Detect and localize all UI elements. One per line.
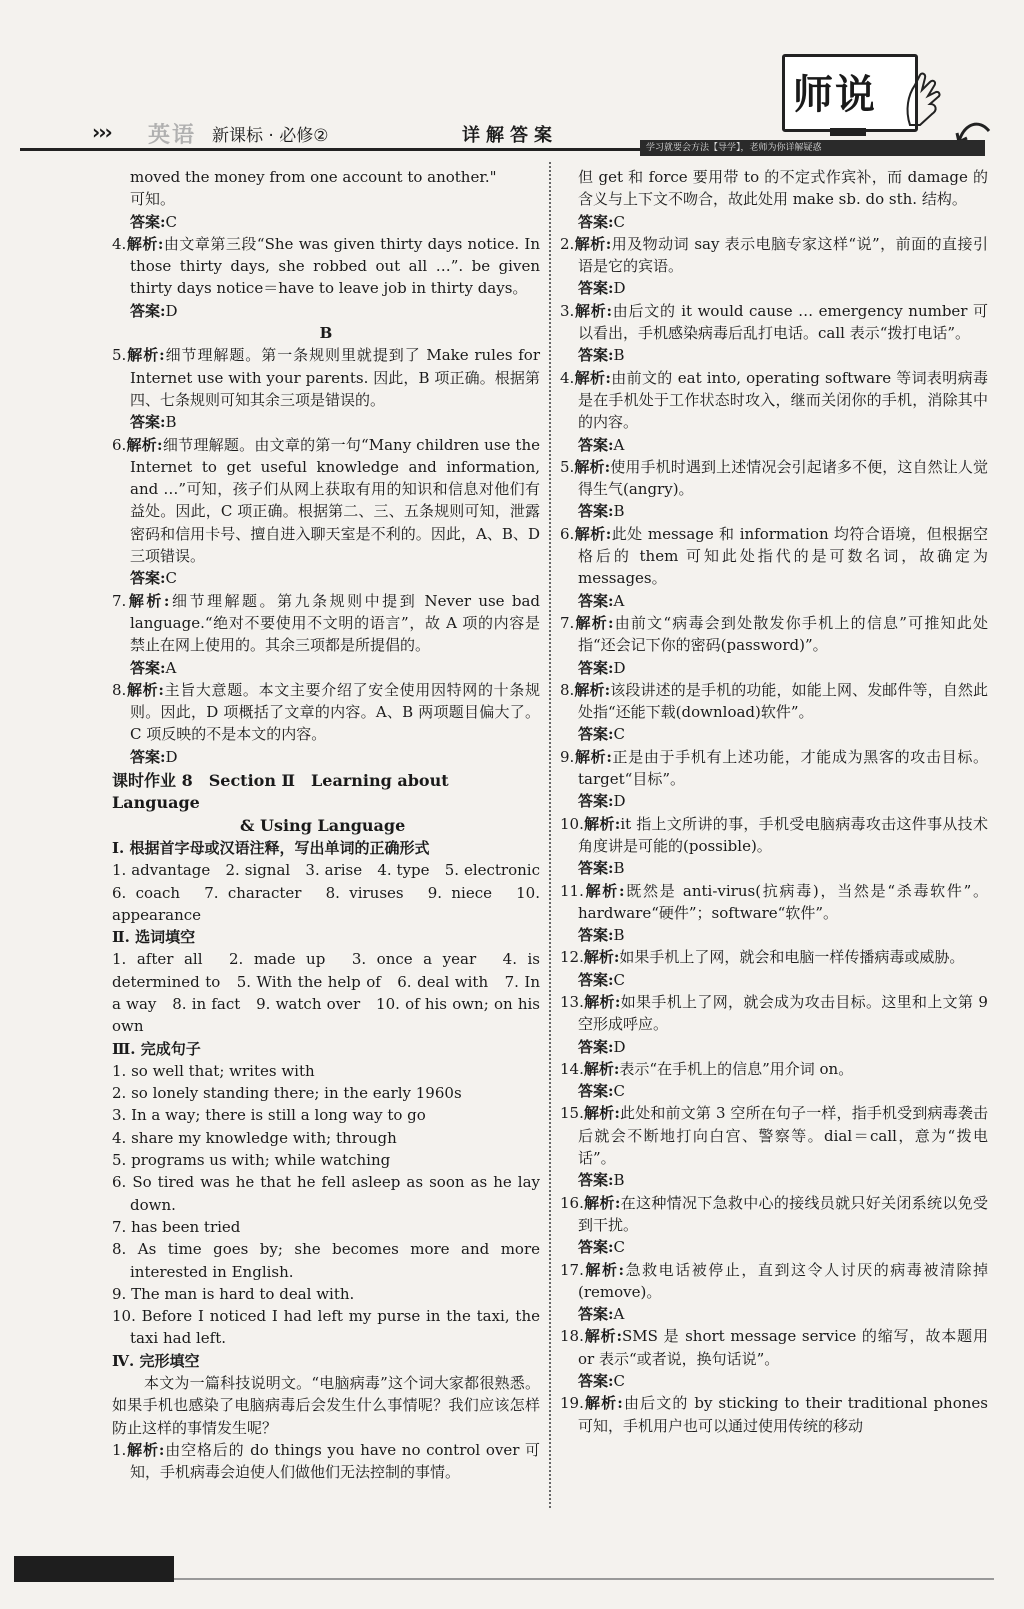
item-number: 7. — [112, 591, 127, 610]
answer-line — [560, 500, 988, 522]
answer-label: 答案: — [578, 212, 614, 231]
answer-line — [112, 300, 540, 322]
analysis-label: 解析: — [574, 747, 612, 766]
item-number: 18. — [560, 1327, 584, 1346]
homework-heading: 课时作业 8 Section Ⅱ Learning about Language — [112, 771, 449, 813]
analysis-item — [560, 991, 988, 1036]
answer-value: C — [613, 1082, 626, 1101]
analysis-label: 解析: — [583, 1260, 625, 1279]
answer-label: 答案: — [578, 1238, 614, 1257]
answer-line — [560, 1370, 988, 1392]
analysis-item — [112, 1439, 540, 1484]
answer-value: C — [165, 569, 178, 588]
analysis-item — [560, 1058, 988, 1080]
analysis-text: 由后文的 by sticking to their traditional phones 可知，手机用户也可以通过使用传统的移动 — [578, 1394, 988, 1435]
answer-line — [560, 211, 988, 233]
analysis-text: 由后文的 it would cause … emergency number 可以看出，手机感染病毒后乱打电话。call 表示“拨打电话”。 — [578, 301, 988, 343]
answer-label: 答案: — [578, 1372, 614, 1391]
column-divider — [549, 162, 552, 1508]
answer-list: 1. after all 2. made up 3. once a year 4. is determined to 5. With the help of 6. deal with 7. In a way 8. in fact 9. watch over 10. of his own; on his own — [112, 950, 540, 1036]
answer-value: C — [613, 1372, 626, 1391]
analysis-item — [112, 434, 540, 568]
analysis-text: 用及物动词 say 表示电脑专家这样“说”，前面的直接引语是它的宾语。 — [578, 234, 988, 276]
answer-line — [560, 857, 988, 879]
item-number: 4. — [560, 368, 575, 387]
logo-text: 师说 — [793, 71, 877, 118]
answer-label: 答案: — [578, 859, 614, 878]
analysis-item — [560, 679, 988, 724]
left-column — [112, 166, 556, 1484]
answer-value: B — [613, 346, 625, 365]
item-number: 3. — [560, 301, 575, 320]
header-course: 新课标 · 必修② — [212, 126, 329, 146]
item-number: 17. — [560, 1260, 584, 1279]
analysis-item — [112, 233, 540, 300]
answer-value: A — [165, 658, 177, 677]
answer-value: C — [165, 212, 178, 231]
answer-label: 答案: — [578, 658, 614, 677]
analysis-label: 解析: — [574, 301, 613, 320]
answer-label: 答案: — [578, 1171, 614, 1190]
answer-label: 答案: — [130, 569, 166, 588]
answer-line — [560, 790, 988, 812]
answer-value: D — [165, 301, 178, 320]
analysis-text: 如果手机上了网，就会成为攻击目标。这里和上文第 9 空形成呼应。 — [578, 992, 988, 1034]
analysis-text: 使用手机时遇到上述情况会引起诸多不便，这自然让人觉得生气(angry)。 — [578, 457, 988, 499]
answer-line — [112, 211, 540, 233]
analysis-label: 解析: — [126, 591, 170, 610]
answer-list: 1. advantage 2. signal 3. arise 4. type 5. electronic 6. coach 7. character 8. viruses 9. niece 10. appearance — [112, 861, 556, 924]
analysis-label: 解析: — [574, 368, 611, 387]
analysis-label: 解析: — [126, 234, 164, 253]
answer-line — [560, 657, 988, 679]
item-number: 10. — [560, 814, 584, 833]
exercise-section-title: Ⅱ. 选词填空 — [112, 928, 196, 947]
analysis-label: 解析: — [126, 1440, 165, 1459]
analysis-text: 由前文的 eat into, operating software 等词表明病毒是在手机处于工作状态时攻入，继而关闭你的手机，消除其中的内容。 — [578, 368, 988, 432]
item-number: 16. — [560, 1193, 584, 1212]
answer-label: 答案: — [130, 212, 166, 231]
answer-line — [560, 434, 988, 456]
item-number: 13. — [560, 992, 584, 1011]
sentence-answer: 7. has been tried — [112, 1217, 241, 1236]
sentence-answer: 2. so lonely standing there; in the early 1960s — [112, 1084, 462, 1103]
analysis-item — [560, 367, 988, 434]
item-number: 12. — [560, 948, 584, 967]
analysis-item — [560, 300, 988, 345]
answer-label: 答案: — [578, 792, 614, 811]
item-number: 2. — [560, 234, 575, 253]
analysis-label: 解析: — [574, 457, 611, 476]
answer-line — [560, 924, 988, 946]
analysis-text: 由文章第三段“She was given thirty days notice. In those thirty days, she robbed out all …”. be given thirty days notice＝have to leave job in thirty days。 — [130, 234, 540, 298]
subsection-heading: B — [319, 324, 333, 343]
analysis-text: 如果手机上了网，就会和电脑一样传播病毒或威胁。 — [619, 948, 965, 967]
analysis-text: 该段讲述的是手机的功能，如能上网、发邮件等，自然此处指“还能下载(download)软件”。 — [578, 680, 988, 722]
analysis-item — [560, 523, 988, 590]
page-header — [0, 0, 1024, 160]
analysis-text: 急救电话被停止，直到这令人讨厌的病毒被清除掉(remove)。 — [578, 1260, 988, 1301]
answer-label: 答案: — [130, 747, 166, 766]
answer-line — [560, 590, 988, 612]
answer-line — [560, 344, 988, 366]
sentence-answer: 6. So tired was he that he fell asleep as soon as he lay down. — [112, 1173, 540, 1214]
logo-stand — [830, 128, 866, 136]
answer-value: C — [613, 212, 626, 231]
answer-label: 答案: — [578, 1082, 614, 1101]
analysis-text: 此处 message 和 information 均符合语境，但根据空格后的 them 可知此处指代的是可数名词，故确定为 messages。 — [578, 524, 988, 588]
header-band: 学习就要会方法【导学】，老师为你详解疑惑 — [640, 140, 985, 156]
passage-intro: 本文为一篇科技说明文。“电脑病毒”这个词大家都很熟悉。如果手机也感染了电脑病毒后会发生什么事情呢？我们应该怎样防止这样的事情发生呢？ — [112, 1374, 540, 1437]
item-number: 8. — [112, 680, 127, 699]
answer-label: 答案: — [130, 301, 166, 320]
analysis-item — [560, 1392, 988, 1437]
analysis-label: 解析: — [583, 1327, 623, 1346]
answer-value: B — [613, 1171, 625, 1190]
analysis-label: 解析: — [583, 814, 621, 833]
exercise-section-title: Ⅰ. 根据首字母或汉语注释，写出单词的正确形式 — [112, 838, 430, 857]
analysis-text: 细节理解题。第一条规则里就提到了 Make rules for Internet use with your parents. 因此，B 项正确。根据第四、七条规则可知其余三项是错误的。 — [130, 346, 540, 409]
analysis-item — [560, 813, 988, 858]
exercise-section-title: Ⅳ. 完形填空 — [112, 1351, 200, 1370]
answer-label: 答案: — [578, 1037, 614, 1056]
analysis-item — [560, 746, 988, 791]
analysis-label: 解析: — [126, 346, 165, 365]
answer-line — [560, 723, 988, 745]
header-arrows: ››› — [92, 120, 111, 144]
analysis-item — [560, 880, 988, 925]
analysis-label: 解析: — [583, 1394, 623, 1413]
answer-line — [112, 411, 540, 433]
answer-line — [112, 746, 540, 768]
item-number: 15. — [560, 1104, 584, 1123]
item-number: 19. — [560, 1394, 584, 1413]
answer-value: C — [613, 725, 626, 744]
answer-label: 答案: — [130, 413, 166, 432]
sentence-answer: 4. share my knowledge with; through — [112, 1128, 397, 1147]
analysis-text: 细节理解题。由文章的第一句“Many children use the Internet to get useful knowledge and information, and …”可知，孩子们从网上获取有用的知识和信息对他们有益处。因此，C 项正确。根据第二、三、五条规则可知，泄露密码和信用卡号、擅自进入聊天室是不利的。因此，A、B、D 三项错误。 — [130, 435, 540, 566]
analysis-label: 解析: — [574, 613, 614, 632]
analysis-label: 解析: — [583, 1059, 620, 1078]
analysis-text: 在这种情况下急救中心的接线员就只好关闭系统以免受到干扰。 — [578, 1193, 988, 1234]
answer-value: D — [165, 747, 178, 766]
item-number: 7. — [560, 613, 575, 632]
analysis-text: 表示“在手机上的信息”用介词 on。 — [619, 1059, 854, 1078]
item-number: 6. — [560, 524, 575, 543]
footer-bar — [14, 1556, 174, 1582]
item-number: 14. — [560, 1059, 584, 1078]
answer-value: D — [613, 792, 626, 811]
answer-value: C — [613, 1238, 626, 1257]
hand-icon — [900, 70, 950, 130]
analysis-item — [560, 233, 988, 278]
analysis-text: SMS 是 short message service 的缩写，故本题用 or 表示“或者说，换句话说”。 — [578, 1327, 988, 1368]
analysis-label: 解析: — [583, 881, 625, 900]
answer-value: D — [613, 279, 626, 298]
analysis-item — [560, 456, 988, 501]
analysis-item — [112, 590, 540, 657]
answer-value: A — [613, 435, 625, 454]
answer-value: B — [613, 859, 625, 878]
sentence-answer: 10. Before I noticed I had left my purse in the taxi, the taxi had left. — [112, 1307, 540, 1348]
analysis-label: 解析: — [583, 1104, 620, 1123]
item-number: 11. — [560, 881, 584, 900]
continued-text: 但 get 和 force 要用带 to 的不定式作宾补，而 damage 的含义与上下文不吻合，故此处用 make sb. do sth. 结构。 — [578, 168, 988, 209]
answer-line — [560, 1236, 988, 1258]
continued-text: 可知。 — [130, 190, 176, 209]
item-number: 4. — [112, 234, 127, 253]
answer-label: 答案: — [578, 346, 614, 365]
footer-line — [174, 1578, 994, 1580]
item-number: 6. — [112, 435, 127, 454]
answer-label: 答案: — [578, 926, 614, 945]
continued-text: moved the money from one account to another." — [130, 168, 497, 186]
analysis-label: 解析: — [574, 680, 611, 699]
answer-label: 答案: — [578, 502, 614, 521]
answer-line — [560, 277, 988, 299]
analysis-text: 由空格后的 do things you have no control over 可知，手机病毒会迫使人们做他们无法控制的事情。 — [130, 1440, 540, 1482]
sentence-answer: 5. programs us with; while watching — [112, 1151, 391, 1170]
item-number: 8. — [560, 680, 575, 699]
logo-monitor — [782, 54, 918, 132]
item-number: 1. — [112, 1440, 127, 1459]
sentence-answer: 8. As time goes by; she becomes more and more interested in English. — [112, 1240, 540, 1281]
exercise-section-title: Ⅲ. 完成句子 — [112, 1039, 201, 1058]
answer-line — [560, 1169, 988, 1191]
answer-value: A — [613, 591, 625, 610]
answer-line — [112, 567, 540, 589]
analysis-label: 解析: — [126, 680, 164, 699]
analysis-label: 解析: — [574, 524, 612, 543]
sentence-answer: 1. so well that; writes with — [112, 1061, 315, 1080]
answer-value: D — [613, 1037, 626, 1056]
answer-line — [560, 1080, 988, 1102]
analysis-item — [560, 612, 988, 657]
analysis-text: it 指上文所讲的事，手机受电脑病毒攻击这件事从技术角度讲是可能的(possible)。 — [578, 814, 988, 855]
item-number: 9. — [560, 747, 575, 766]
analysis-text: 正是由于手机有上述功能，才能成为黑客的攻击目标。target“目标”。 — [578, 747, 988, 789]
analysis-item — [560, 1325, 988, 1370]
analysis-item — [560, 1259, 988, 1304]
analysis-text: 主旨大意题。本文主要介绍了安全使用因特网的十条规则。因此，D 项概括了文章的内容。A、B 两项题目偏大了。C 项反映的不是本文的内容。 — [130, 680, 540, 744]
analysis-label: 解析: — [126, 435, 163, 454]
answer-value: B — [165, 413, 177, 432]
analysis-text: 细节理解题。第九条规则中提到 Never use bad language.“绝对不要使用不文明的语言”，故 A 项的内容是禁止在网上使用的。其余三项都是所提倡的。 — [130, 591, 540, 655]
analysis-text: 既然是 anti-virus(抗病毒)，当然是“杀毒软件”。hardware“硬件”；software“软件”。 — [578, 881, 988, 922]
analysis-label: 解析: — [583, 948, 620, 967]
answer-label: 答案: — [578, 279, 614, 298]
header-title: 详解答案 — [462, 125, 558, 146]
analysis-item — [112, 344, 540, 411]
analysis-label: 解析: — [583, 1193, 621, 1212]
header-subject: 英语 — [148, 122, 197, 148]
item-number: 5. — [112, 346, 127, 365]
analysis-item — [560, 946, 988, 968]
answer-line — [560, 1303, 988, 1325]
analysis-item — [560, 1102, 988, 1169]
answer-line — [560, 1036, 988, 1058]
answer-value: B — [613, 926, 625, 945]
sentence-answer: 9. The man is hard to deal with. — [112, 1284, 355, 1303]
answer-label: 答案: — [578, 1305, 614, 1324]
analysis-label: 解析: — [583, 992, 621, 1011]
answer-line — [560, 969, 988, 991]
answer-label: 答案: — [578, 591, 614, 610]
right-column — [560, 166, 988, 1437]
answer-line — [112, 657, 540, 679]
answer-label: 答案: — [130, 658, 166, 677]
answer-label: 答案: — [578, 725, 614, 744]
answer-value: A — [613, 1305, 625, 1324]
answer-value: D — [613, 658, 626, 677]
analysis-text: 此处和前文第 3 空所在句子一样，指手机受到病毒袭击后就会不断地打向白宫、警察等。dial＝call，意为“拨电话”。 — [578, 1104, 988, 1168]
analysis-text: 由前文“病毒会到处散发你手机上的信息”可推知此处指“还会记下你的密码(password)”。 — [578, 613, 988, 655]
analysis-item — [112, 679, 540, 746]
homework-heading-cont: & Using Language — [240, 815, 406, 835]
answer-value: C — [613, 970, 626, 989]
answer-value: B — [613, 502, 625, 521]
answer-label: 答案: — [578, 435, 614, 454]
analysis-item — [560, 1192, 988, 1237]
answer-label: 答案: — [578, 970, 614, 989]
sentence-answer: 3. In a way; there is still a long way to go — [112, 1106, 426, 1125]
item-number: 5. — [560, 457, 575, 476]
analysis-label: 解析: — [574, 234, 612, 253]
